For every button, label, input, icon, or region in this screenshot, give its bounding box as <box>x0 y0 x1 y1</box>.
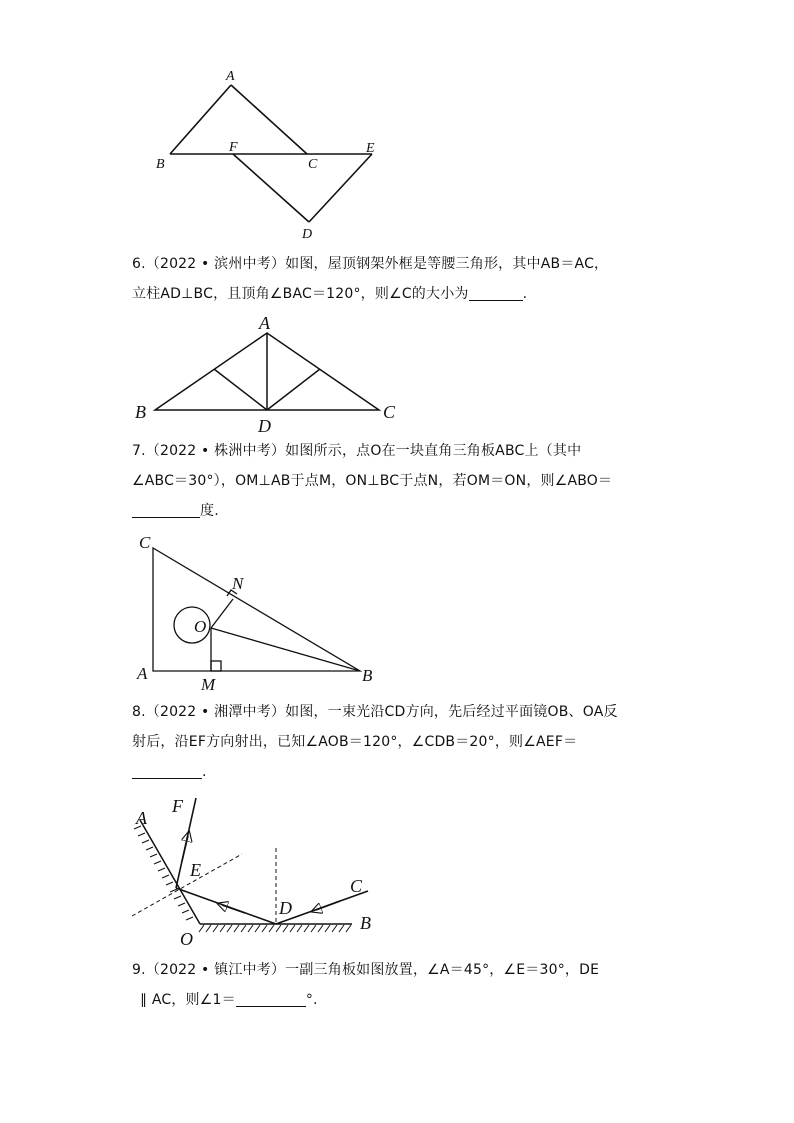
label-b: B <box>362 666 373 685</box>
label-d: D <box>279 898 292 918</box>
question-8-line-3: . <box>132 757 672 787</box>
question-6-line-1: 6.（2022 • 滨州中考）如图，屋顶钢架外框是等腰三角形，其中AB＝AC， <box>132 256 609 272</box>
label-b: B <box>360 913 371 933</box>
label-n: N <box>232 574 244 593</box>
label-b: B <box>135 402 146 422</box>
ray-ef-arrow <box>182 836 188 861</box>
label-m: M <box>201 675 216 694</box>
mirror-ob-hatching <box>199 925 351 932</box>
label-f: F <box>172 796 183 816</box>
label-d: D <box>258 416 271 436</box>
label-c: C <box>308 157 318 172</box>
question-9-line-1: 9.（2022 • 镇江中考）一副三角板如图放置，∠A＝45°，∠E＝30°，DE <box>132 962 600 978</box>
label-a: A <box>259 313 270 333</box>
question-7-line-1: 7.（2022 • 株洲中考）如图所示，点O在一块直角三角板ABC上（其中 <box>132 443 582 459</box>
label-e: E <box>190 860 201 880</box>
question-6-line-2: 立柱AD⊥BC，且顶角∠BAC＝120°，则∠C的大小为 . <box>132 286 528 302</box>
label-c: C <box>139 533 151 552</box>
question-8-line-2: 射后，沿EF方向射出，已知∠AOB＝120°，∠CDB＝20°，则∠AEF＝ <box>132 734 578 750</box>
label-f: F <box>229 140 238 155</box>
question-8-line-1: 8.（2022 • 湘潭中考）如图，一束光沿CD方向，先后经过平面镜OB、OA反 <box>132 704 618 720</box>
label-o: O <box>194 617 207 636</box>
ray-cd-arrow <box>316 901 340 910</box>
label-c: C <box>350 876 363 896</box>
question-7-line-3: 度. <box>132 496 672 526</box>
label-a: A <box>136 808 147 828</box>
question-9-line-2: ∥ AC，则∠1＝ °. <box>140 992 318 1008</box>
label-d: D <box>302 227 313 242</box>
label-e: E <box>366 141 375 156</box>
label-b: B <box>156 157 165 172</box>
answer-blank-q9[interactable] <box>236 990 306 1007</box>
label-a: A <box>226 69 235 84</box>
label-a: A <box>137 664 148 683</box>
ray-de-arrow <box>222 905 245 913</box>
question-7-line-2: ∠ABC＝30°），OM⊥AB于点M，ON⊥BC于点N，若OM＝ON，则∠ABO＝ <box>132 473 613 489</box>
label-c: C <box>383 402 396 422</box>
question-9 <box>132 955 672 1015</box>
label-o: O <box>180 929 193 949</box>
mirror-oa-hatching <box>134 826 193 920</box>
